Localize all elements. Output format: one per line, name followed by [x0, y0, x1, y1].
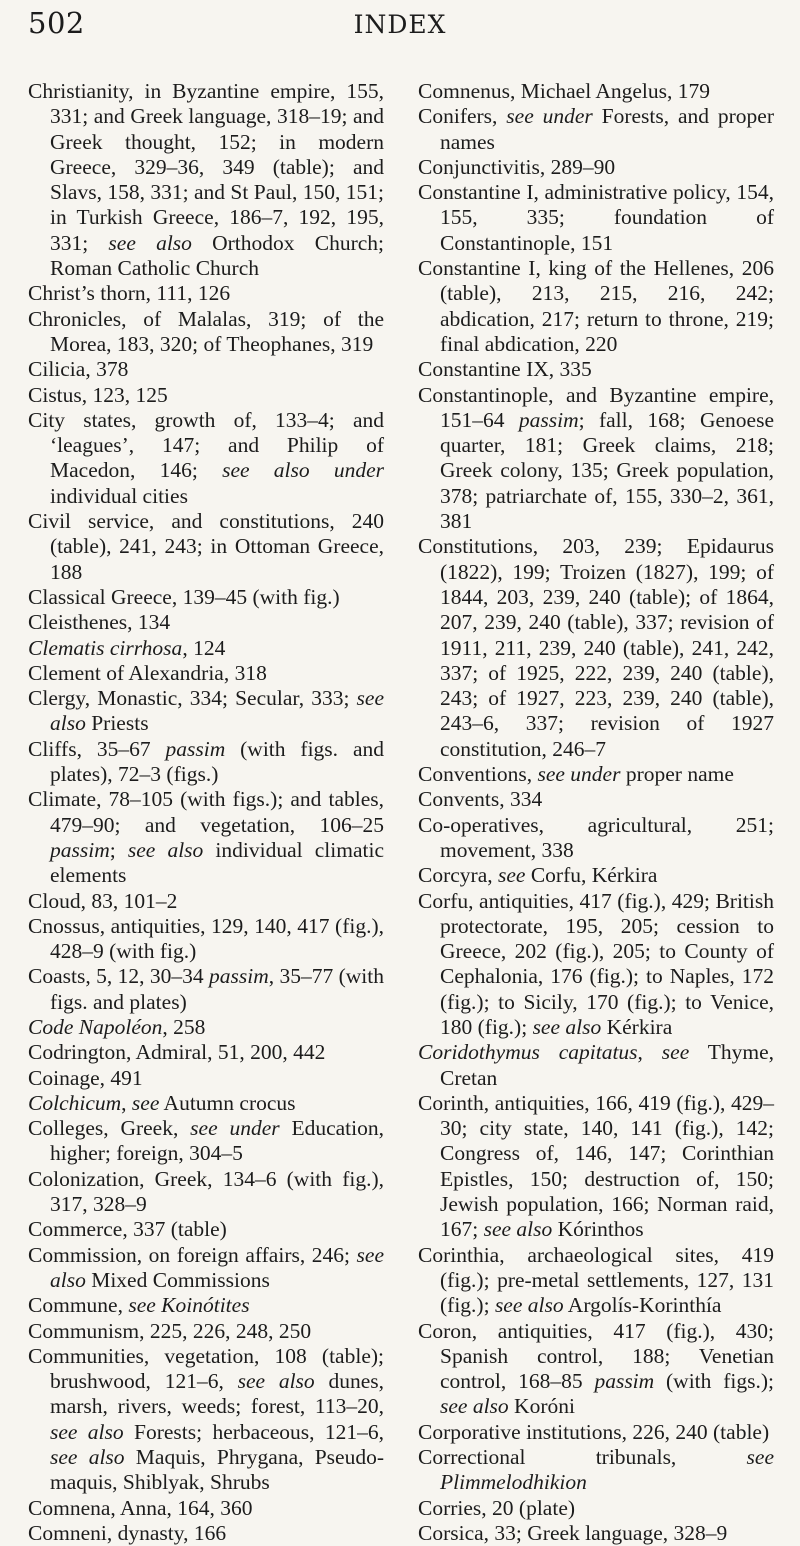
index-entry — [28, 509, 384, 585]
index-entry-text: Cliffs, 35–67 — [28, 736, 166, 761]
index-entry-text: Christ’s thorn, 111, 126 — [28, 281, 231, 306]
index-entry-text: Colonization, Greek, 134–6 (with fig.), 317, 328–9 — [28, 1166, 384, 1217]
index-entry-text: Commission, on foreign affairs, 246; — [28, 1242, 357, 1267]
index-entry — [28, 1066, 384, 1091]
index-entry — [418, 863, 774, 888]
index-entry — [28, 1091, 384, 1116]
index-entry-italic-text: see also — [50, 686, 384, 736]
index-entry-text: Comnena, Anna, 164, 360 — [28, 1495, 253, 1520]
index-entry — [418, 1445, 774, 1496]
index-entry-text: , — [637, 1040, 662, 1065]
index-entry — [28, 914, 384, 965]
index-entry-text: , 124 — [182, 635, 226, 660]
index-entry — [28, 1217, 384, 1242]
index-entry-text: Corinthia, archaeological sites, 419 (fig.); pre-metal settlements, 127, 131 (fig.); — [418, 1242, 774, 1318]
index-entry — [28, 661, 384, 686]
index-entry — [28, 1496, 384, 1521]
index-entry-text: Corries, 20 (plate) — [418, 1495, 576, 1520]
index-entry — [28, 1319, 384, 1344]
index-entry — [28, 1167, 384, 1218]
index-entry — [418, 180, 774, 256]
index-entry — [418, 79, 774, 104]
index-entry-text: Cnossus, antiquities, 129, 140, 417 (fig.), 428–9 (with fig.) — [28, 913, 384, 964]
index-entry — [418, 357, 774, 382]
index-entry-text: Cleisthenes, 134 — [28, 610, 171, 635]
index-entry-italic-text: see Koinótites — [128, 1293, 250, 1318]
index-entry — [418, 762, 774, 787]
index-entry-text: Colleges, Greek, — [28, 1116, 191, 1141]
page-number: 502 — [28, 6, 85, 40]
index-entry-text: Constantinople, and Byzantine empire, 151–64 — [418, 382, 774, 432]
index-entry-italic-text: passim — [518, 407, 579, 432]
index-entry-text: Climate, 78–105 (with figs.); and tables, 479–90; and vegetation, 106–25 — [28, 787, 384, 837]
index-entry-text: Communities, vegetation, 108 (table); brushwood, 121–6, — [28, 1343, 384, 1394]
index-entry-text: Communism, 225, 226, 248, 250 — [28, 1318, 312, 1343]
index-entry-text: proper name — [620, 762, 734, 787]
index-entry-italic-text: see also — [50, 1242, 384, 1292]
index-entry-text: City states, growth of, 133–4; and ‘leagues’, 147; and Philip of Macedon, 146; — [28, 407, 384, 483]
index-entry-text: dunes, marsh, rivers, weeds; forest, 113–20, — [50, 1369, 384, 1419]
index-entry-text: Kórinthos — [552, 1217, 644, 1242]
index-entry-text: individual climatic elements — [50, 837, 385, 888]
index-entry-italic-text: see also — [483, 1217, 553, 1242]
index-entry-text: Clement of Alexandria, 318 — [28, 660, 267, 685]
index-entry — [28, 787, 384, 888]
index-entry-italic-text: see also — [127, 837, 204, 862]
index-entry — [418, 1243, 774, 1319]
index-entry — [28, 889, 384, 914]
index-entry — [28, 1344, 384, 1496]
index-entry — [418, 1420, 774, 1445]
index-entry-text: Koróni — [508, 1394, 575, 1419]
index-entry-text: Forests, and proper names — [440, 104, 774, 154]
index-column-left — [28, 79, 384, 1546]
index-entry-text: Corsica, 33; Greek language, 328–9 — [418, 1520, 728, 1545]
index-entry — [28, 307, 384, 358]
index-entry-text: Corinth, antiquities, 166, 419 (fig.), 429–30; city state, 140, 141 (fig.), 142; Congress of, 146, 147; Corinthian Epistles, 150; destruction of, 150; Jewish population, 166; Norman raid, 167; — [418, 1090, 774, 1242]
index-entry — [418, 787, 774, 812]
index-entry-italic-text: see — [131, 1090, 160, 1115]
index-entry-text: (with figs. and plates), 72–3 (figs.) — [50, 736, 384, 787]
index-entry-italic-text: Clematis cirrhosa — [28, 635, 183, 660]
index-entry — [28, 610, 384, 635]
index-entry-text: ; fall, 168; Genoese quarter, 181; Greek claims, 218; Greek colony, 135; Greek population, 378; patriarchate of, 155, 330–2, 361, 381 — [440, 407, 775, 534]
index-entry-italic-text: Colchicum — [28, 1090, 122, 1115]
index-entry — [418, 1319, 774, 1420]
index-entry — [28, 383, 384, 408]
index-entry — [418, 1091, 774, 1243]
index-entry — [28, 1293, 384, 1318]
index-entry-text: Orthodox Church; Roman Catholic Church — [50, 230, 384, 281]
index-entry-text: Classical Greece, 139–45 (with fig.) — [28, 584, 340, 609]
index-entry-text: Coasts, 5, 12, 30–34 — [28, 964, 209, 989]
index-column-right — [418, 79, 774, 1546]
index-entry-italic-text: see also — [440, 1394, 509, 1419]
index-entry-italic-text: see also — [532, 1014, 602, 1039]
index-entry — [418, 1521, 774, 1546]
index-entry-italic-text: see also — [108, 230, 192, 255]
index-entry — [28, 1040, 384, 1065]
index-entry-italic-text: see under — [506, 104, 593, 129]
index-entry-text: Cistus, 123, 125 — [28, 382, 168, 407]
index-entry-text: Cilicia, 378 — [28, 357, 129, 382]
index-entry-text: Constantine I, king of the Hellenes, 206 (table), 213, 215, 216, 242; abdication, 217; return to throne, 219; final abdication, 220 — [418, 256, 774, 356]
index-entry-text: Thyme, Cretan — [440, 1040, 775, 1090]
index-entry — [28, 1015, 384, 1040]
index-entry-italic-text: see also — [50, 1445, 125, 1470]
index-entry — [418, 889, 774, 1041]
index-entry — [28, 408, 384, 509]
index-entry — [418, 104, 774, 155]
index-entry-italic-text: passim — [165, 736, 226, 761]
index-entry — [28, 636, 384, 661]
index-entry-italic-text: see also — [50, 1419, 124, 1444]
index-entry — [418, 1496, 774, 1521]
index-entry-text: Chronicles, of Malalas, 319; of the Morea, 183, 320; of Theophanes, 319 — [28, 306, 384, 356]
index-entry-text: Comnenus, Michael Angelus, 179 — [418, 79, 711, 103]
index-entry-italic-text: see under — [537, 762, 621, 787]
index-entry-italic-text: see — [661, 1040, 690, 1065]
index-entry — [28, 1243, 384, 1294]
index-entry-text: Codrington, Admiral, 51, 200, 442 — [28, 1040, 326, 1065]
index-entry — [418, 256, 774, 357]
index-entry — [28, 737, 384, 788]
index-entry-text: Autumn crocus — [159, 1090, 296, 1115]
index-entry-text: Corcyra, — [418, 863, 498, 888]
index-entry-italic-text: passim — [209, 964, 269, 989]
index-entry-italic-text: see also — [494, 1293, 564, 1318]
index-entry-text: Corfu, Kérkira — [525, 863, 658, 888]
index-entry — [418, 1040, 774, 1091]
index-entry-text: Education, higher; foreign, 304–5 — [50, 1116, 384, 1166]
index-entry — [418, 534, 774, 762]
index-entry — [28, 1116, 384, 1167]
index-entry-italic-text: see also — [237, 1369, 315, 1394]
index-entry-text: Constantine I, administrative policy, 154, 155, 335; foundation of Constantinople, 151 — [418, 180, 774, 255]
index-entry-text: Maquis, Phrygana, Pseudo-maquis, Shiblyak, Shrubs — [50, 1445, 385, 1495]
index-entry-text: Constitutions, 203, 239; Epidaurus (1822), 199; Troizen (1827), 199; of 1844, 203, 239, 240 (table); of 1864, 207, 239, 240 (table), 337; revision of 1911, 211, 239, 240 (table), 241, 242, 337; of 1925, 222, 239, 240 (table), 243; of 1927, 223, 239, 240 (table), 243–6, 337; revision of 1927 constitution, 246–7 — [418, 534, 774, 761]
index-entry-text: Forests; herbaceous, 121–6, — [123, 1419, 384, 1444]
index-entry-italic-text: Code Napoléon — [28, 1014, 163, 1039]
index-entry-text: Kérkira — [601, 1014, 673, 1039]
index-entry-text: , — [121, 1090, 132, 1115]
index-entry-text: , 258 — [162, 1014, 206, 1039]
index-entry-italic-text: see Plimmelodhikion — [440, 1445, 774, 1495]
index-entry-italic-text: Coridothymus capitatus — [418, 1040, 638, 1065]
index-entry-italic-text: passim — [594, 1369, 655, 1394]
index-entry — [418, 155, 774, 180]
index-entry-text: Comneni, dynasty, 166 — [28, 1520, 227, 1545]
index-entry — [28, 686, 384, 737]
index-entry-text: Conventions, — [418, 762, 538, 787]
index-entry — [28, 79, 384, 281]
index-entry — [28, 357, 384, 382]
index-entry-text: Conjunctivitis, 289–90 — [418, 154, 616, 179]
index-entry-text: Coinage, 491 — [28, 1065, 143, 1090]
index-entry-text: ; — [109, 837, 128, 862]
index-entry-text: Conifers, — [418, 104, 507, 129]
index-entry-italic-text: see also under — [222, 458, 385, 483]
index-entry — [418, 383, 774, 535]
index-entry-italic-text: passim — [50, 837, 110, 862]
index-entry — [28, 1521, 384, 1546]
index-entry-text: Correctional tribunals, — [418, 1445, 747, 1470]
index-entry-text: Clergy, Monastic, 334; Secular, 333; — [28, 686, 357, 711]
index-entry-text: Corporative institutions, 226, 240 (table) — [418, 1419, 770, 1444]
index-entry-text: Cloud, 83, 101–2 — [28, 888, 178, 913]
index-entry-italic-text: see under — [190, 1116, 280, 1141]
index-entry-text: Priests — [85, 711, 149, 736]
index-entry-text: Convents, 334 — [418, 787, 543, 812]
index-entry-text: Argolís-Korinthía — [563, 1293, 722, 1318]
index-entry-italic-text: see — [498, 863, 526, 888]
index-entry — [28, 964, 384, 1015]
index-entry — [418, 813, 774, 864]
index-entry-text: , 35–77 (with figs. and plates) — [50, 964, 385, 1014]
index-entry-text: Commerce, 337 (table) — [28, 1217, 227, 1242]
index-entry-text: individual cities — [50, 483, 188, 508]
index-entry-text: Co-operatives, agricultural, 251; movement, 338 — [418, 812, 774, 862]
running-head: INDEX — [353, 10, 447, 39]
index-entry-text: Coron, antiquities, 417 (fig.), 430; Spanish control, 188; Venetian control, 168–85 — [418, 1318, 774, 1394]
index-entry-text: Constantine IX, 335 — [418, 357, 592, 382]
index-entry-text: Civil service, and constitutions, 240 (table), 241, 243; in Ottoman Greece, 188 — [28, 509, 384, 584]
index-entry-text: Commune, — [28, 1293, 129, 1318]
index-entry-text: Corfu, antiquities, 417 (fig.), 429; British protectorate, 195, 205; cession to Greece, 202 (fig.), 205; to County of Cephalonia, 176 (fig.); to Naples, 172 (fig.); to Sicily, 170 (fig.); to Venice, 180 (fig.); — [418, 888, 774, 1039]
index-entry — [28, 281, 384, 306]
index-entry-text: (with figs.); — [654, 1369, 774, 1394]
index-entry-text: Mixed Commissions — [85, 1267, 270, 1292]
index-entry — [28, 585, 384, 610]
index-entry-text: Christianity, in Byzantine empire, 155, 331; and Greek language, 318–19; and Greek thought, 152; in modern Greece, 329–36, 349 (table); and Slavs, 158, 331; and St Paul, 150, 151; in Turkish Greece, 186–7, 192, 195, 331; — [28, 79, 384, 255]
